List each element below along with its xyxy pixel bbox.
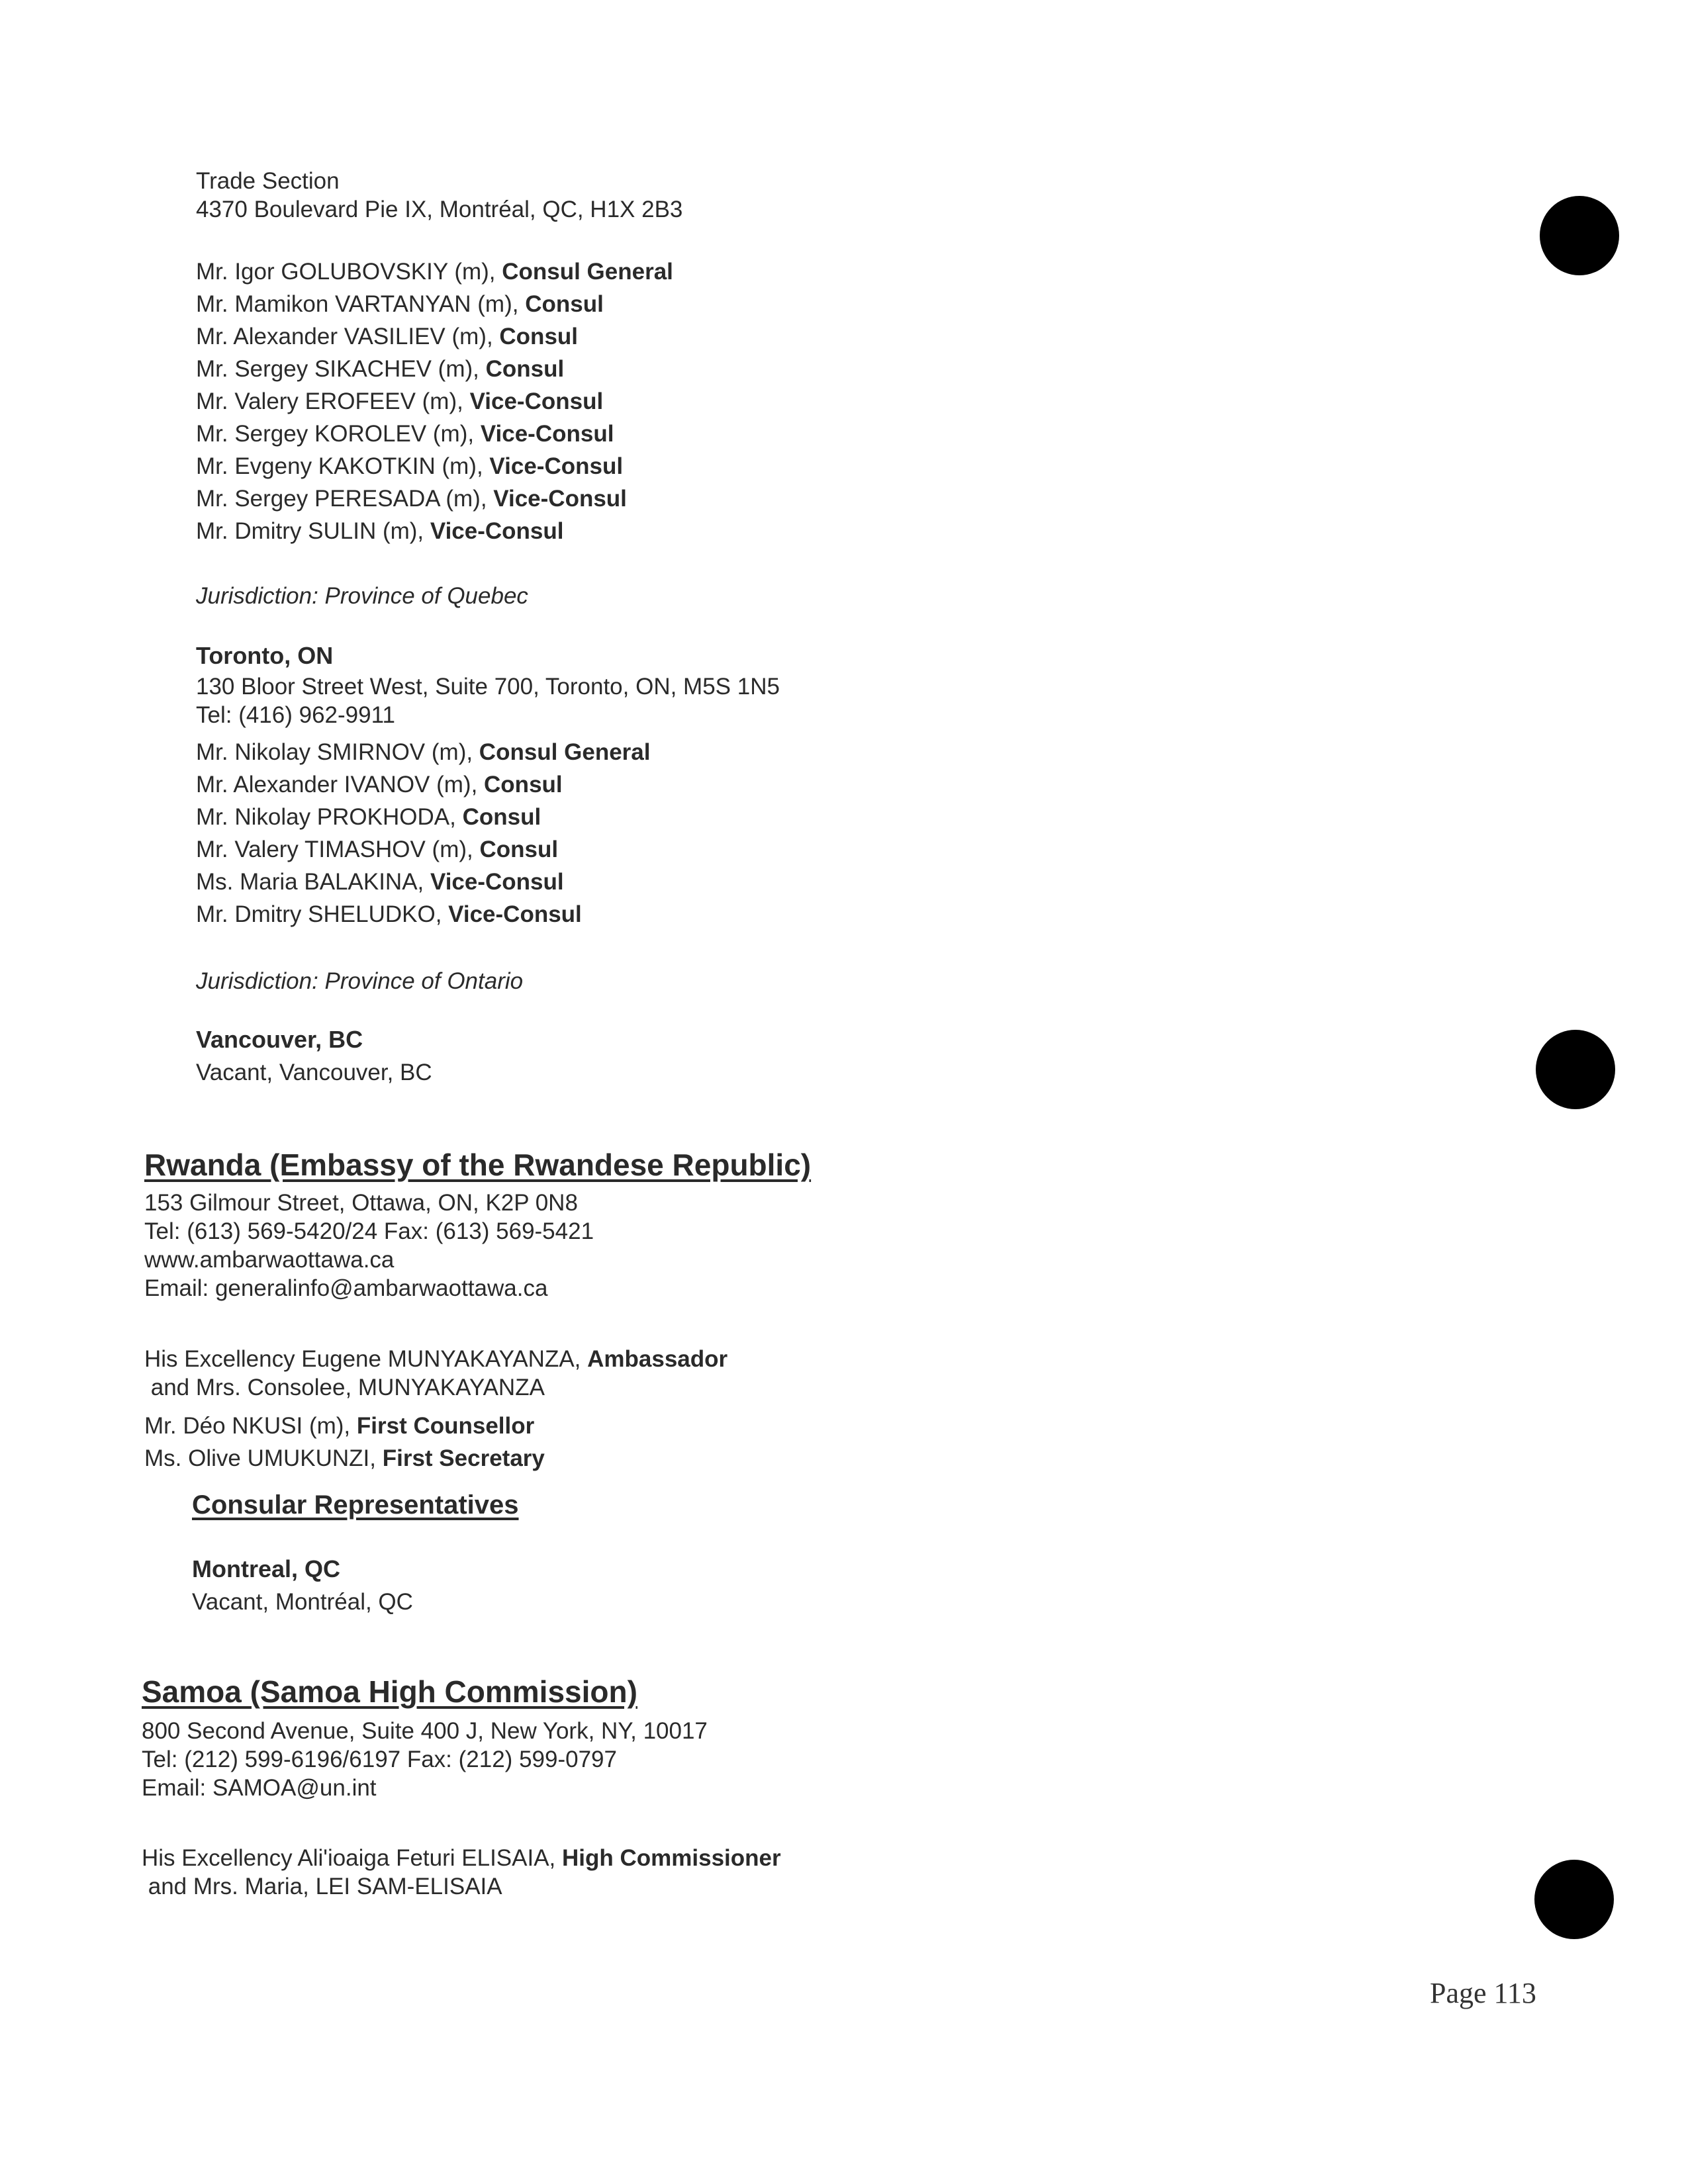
staff-name: Mr. Valery TIMASHOV (m), bbox=[196, 837, 480, 862]
high-commissioner-entry bbox=[142, 1844, 781, 1872]
ambassador-entry bbox=[144, 1345, 727, 1373]
montreal-trade-section bbox=[196, 167, 682, 224]
samoa-contact bbox=[142, 1717, 708, 1802]
address: 4370 Boulevard Pie IX, Montréal, QC, H1X 2B3 bbox=[196, 197, 683, 222]
address: 153 Gilmour Street, Ottawa, ON, K2P 0N8 bbox=[144, 1190, 578, 1216]
staff-name: His Excellency Ali'ioaiga Feturi ELISAIA, bbox=[142, 1845, 563, 1871]
staff-entry bbox=[196, 801, 650, 833]
staff-title: Vice-Consul bbox=[493, 486, 627, 512]
staff-title: Consul bbox=[479, 837, 559, 862]
address: 130 Bloor Street West, Suite 700, Toronto, ON, M5S 1N5 bbox=[196, 674, 780, 700]
rwanda-contact bbox=[144, 1189, 594, 1302]
staff-name: Mr. Alexander VASILIEV (m), bbox=[196, 324, 500, 349]
staff-name: Mr. Sergey PERESADA (m), bbox=[196, 486, 494, 512]
staff-name: Mr. Dmitry SHELUDKO, bbox=[196, 901, 449, 927]
staff-entry bbox=[196, 515, 673, 547]
staff-entry bbox=[196, 736, 650, 768]
staff-title: Vice-Consul bbox=[480, 421, 614, 447]
staff-title: Vice-Consul bbox=[469, 388, 604, 414]
samoa-heading: Samoa (Samoa High Commission) bbox=[142, 1674, 637, 1709]
staff-title: First Secretary bbox=[382, 1445, 545, 1471]
staff-name: Mr. Igor GOLUBOVSKIY (m), bbox=[196, 259, 502, 285]
spouse-entry: and Mrs. Consolee, MUNYAKAYANZA bbox=[144, 1375, 545, 1400]
staff-name: Mr. Nikolay SMIRNOV (m), bbox=[196, 739, 479, 765]
staff-entry bbox=[196, 482, 673, 515]
page-number: Page 113 bbox=[1430, 1977, 1536, 2009]
samoa-head-of-mission bbox=[142, 1844, 781, 1901]
staff-name: Ms. Maria BALAKINA, bbox=[196, 869, 430, 895]
staff-title: Vice-Consul bbox=[489, 453, 624, 479]
staff-title: High Commissioner bbox=[562, 1845, 781, 1871]
toronto-staff-list bbox=[196, 736, 650, 931]
telephone: Tel: (416) 962-9911 bbox=[196, 702, 395, 728]
rwanda-head-of-mission bbox=[144, 1345, 727, 1402]
staff-entry bbox=[196, 866, 650, 898]
city-heading: Toronto, ON bbox=[196, 642, 334, 669]
staff-entry bbox=[144, 1410, 545, 1442]
staff-entry bbox=[196, 768, 650, 801]
staff-name: Mr. Sergey KOROLEV (m), bbox=[196, 421, 481, 447]
punch-hole bbox=[1540, 196, 1619, 275]
toronto-contact bbox=[196, 672, 780, 729]
staff-title: Consul bbox=[525, 291, 604, 317]
section-label: Trade Section bbox=[196, 168, 340, 194]
jurisdiction-quebec: Jurisdiction: Province of Quebec bbox=[196, 583, 528, 609]
staff-entry bbox=[196, 418, 673, 450]
address: Vacant, Montréal, QC bbox=[192, 1589, 413, 1615]
telephone-fax: Tel: (613) 569-5420/24 Fax: (613) 569-5421 bbox=[144, 1218, 594, 1244]
staff-entry bbox=[196, 353, 673, 385]
staff-name: His Excellency Eugene MUNYAKAYANZA, bbox=[144, 1346, 588, 1372]
staff-name: Mr. Dmitry SULIN (m), bbox=[196, 518, 430, 544]
staff-title: Vice-Consul bbox=[430, 869, 564, 895]
staff-entry bbox=[196, 898, 650, 931]
staff-title: Vice-Consul bbox=[430, 518, 564, 544]
staff-name: Mr. Déo NKUSI (m), bbox=[144, 1413, 357, 1439]
staff-name: Mr. Valery EROFEEV (m), bbox=[196, 388, 470, 414]
staff-entry bbox=[196, 385, 673, 418]
staff-title: Consul General bbox=[502, 259, 673, 285]
spouse-entry: and Mrs. Maria, LEI SAM-ELISAIA bbox=[142, 1874, 502, 1899]
montreal-staff-list bbox=[196, 255, 673, 547]
address: Vacant, Vancouver, BC bbox=[196, 1060, 432, 1085]
staff-title: Vice-Consul bbox=[448, 901, 582, 927]
staff-title: First Counsellor bbox=[356, 1413, 535, 1439]
staff-name: Mr. Sergey SIKACHEV (m), bbox=[196, 356, 486, 382]
staff-entry bbox=[196, 450, 673, 482]
toronto-consulate bbox=[196, 639, 333, 672]
staff-entry bbox=[196, 255, 673, 288]
staff-title: Consul bbox=[484, 772, 563, 797]
telephone-fax: Tel: (212) 599-6196/6197 Fax: (212) 599-0797 bbox=[142, 1747, 617, 1772]
staff-title: Ambassador bbox=[587, 1346, 728, 1372]
website: www.ambarwaottawa.ca bbox=[144, 1247, 395, 1273]
punch-hole bbox=[1536, 1030, 1615, 1109]
staff-name: Mr. Nikolay PROKHODA, bbox=[196, 804, 463, 830]
city-heading: Montreal, QC bbox=[192, 1555, 341, 1582]
address: 800 Second Avenue, Suite 400 J, New York, NY, 10017 bbox=[142, 1718, 708, 1744]
staff-entry bbox=[196, 320, 673, 353]
staff-title: Consul bbox=[462, 804, 541, 830]
punch-hole bbox=[1534, 1860, 1614, 1939]
consular-representatives-heading: Consular Representatives bbox=[192, 1490, 519, 1520]
rwanda-heading: Rwanda (Embassy of the Rwandese Republic) bbox=[144, 1148, 812, 1182]
staff-title: Consul bbox=[499, 324, 579, 349]
staff-name: Mr. Alexander IVANOV (m), bbox=[196, 772, 485, 797]
staff-entry bbox=[196, 288, 673, 320]
staff-name: Mr. Mamikon VARTANYAN (m), bbox=[196, 291, 526, 317]
rwanda-staff-list bbox=[144, 1410, 545, 1475]
city-heading: Vancouver, BC bbox=[196, 1026, 363, 1053]
staff-name: Mr. Evgeny KAKOTKIN (m), bbox=[196, 453, 490, 479]
vancouver-consulate bbox=[196, 1023, 432, 1089]
staff-title: Consul General bbox=[479, 739, 651, 765]
email: Email: generalinfo@ambarwaottawa.ca bbox=[144, 1275, 548, 1301]
staff-name: Ms. Olive UMUKUNZI, bbox=[144, 1445, 383, 1471]
staff-entry bbox=[144, 1442, 545, 1475]
jurisdiction-ontario: Jurisdiction: Province of Ontario bbox=[196, 968, 524, 994]
staff-title: Consul bbox=[485, 356, 565, 382]
rwanda-montreal-consulate bbox=[192, 1553, 413, 1618]
staff-entry bbox=[196, 833, 650, 866]
email: Email: SAMOA@un.int bbox=[142, 1775, 377, 1801]
